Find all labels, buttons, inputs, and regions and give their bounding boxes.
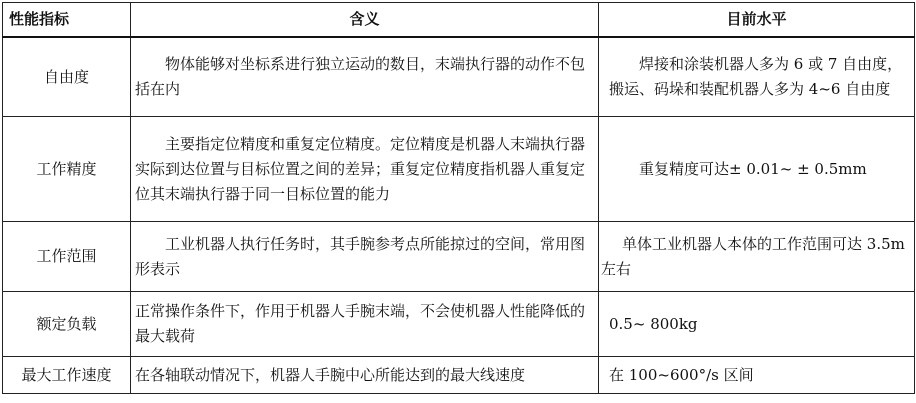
metric-cell: 自由度 [3,37,131,117]
meaning-cell: 工业机器人执行任务时，其手腕参考点所能掠过的空间，常用图形表示 [131,222,599,292]
meaning-cell: 物体能够对坐标系进行独立运动的数目，末端执行器的动作不包括在内 [131,37,599,117]
table-row [3,222,915,292]
meaning-cell: 正常操作条件下，作用于机器人手腕末端，不会使机器人性能降低的最大载荷 [131,292,599,357]
metric-cell: 工作精度 [3,117,131,222]
metric-cell: 工作范围 [3,222,131,292]
table-header [3,3,915,38]
level-cell: 0.5~ 800kg [599,292,915,357]
metric-cell: 最大工作速度 [3,357,131,394]
meaning-cell: 在各轴联动情况下，机器人手腕中心所能达到的最大线速度 [131,357,599,394]
table-row [3,117,915,222]
table-row [3,357,915,394]
header-level: 目前水平 [599,3,915,38]
metric-cell: 额定负载 [3,292,131,357]
level-cell: 单体工业机器人本体的工作范围可达 3.5m 左右 [599,222,915,292]
performance-spec-table [2,2,915,394]
level-cell: 焊接和涂装机器人多为 6 或 7 自由度，搬运、码垛和装配机器人多为 4~6 自由度 [599,37,915,117]
table-row [3,37,915,117]
table-row [3,292,915,357]
header-metric: 性能指标 [3,3,131,38]
table-body [3,37,915,394]
header-row [3,3,915,38]
level-cell: 重复精度可达± 0.01~ ± 0.5mm [599,117,915,222]
level-cell: 在 100~600°/s 区间 [599,357,915,394]
header-meaning: 含义 [131,3,599,38]
meaning-cell: 主要指定位精度和重复定位精度。定位精度是机器人末端执行器实际到达位置与目标位置之间的差异；重复定位精度指机器人重复定位其末端执行器于同一目标位置的能力 [131,117,599,222]
